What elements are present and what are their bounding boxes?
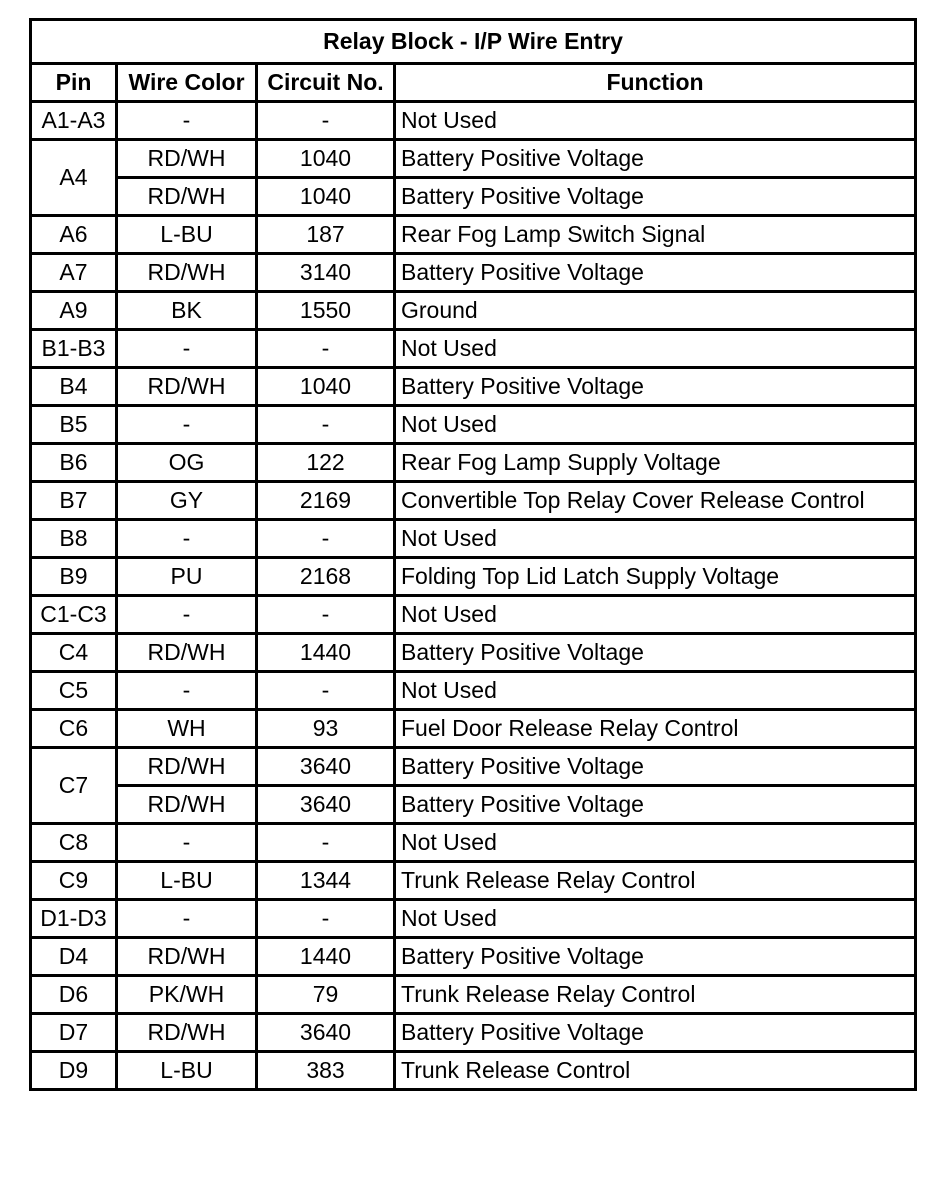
wire-color-cell: L-BU xyxy=(117,862,257,900)
function-cell: Battery Positive Voltage xyxy=(395,368,916,406)
header-circuit-no: Circuit No. xyxy=(257,64,395,102)
table-row xyxy=(31,292,916,330)
header-pin: Pin xyxy=(31,64,117,102)
wire-color-cell: - xyxy=(117,406,257,444)
wire-color-cell: - xyxy=(117,102,257,140)
header-function: Function xyxy=(395,64,916,102)
pin-cell: A7 xyxy=(31,254,117,292)
function-cell: Not Used xyxy=(395,900,916,938)
table-row xyxy=(31,368,916,406)
circuit-no-cell: - xyxy=(257,900,395,938)
wire-color-cell: RD/WH xyxy=(117,140,257,178)
circuit-no-cell: - xyxy=(257,406,395,444)
circuit-no-cell: - xyxy=(257,824,395,862)
header-row xyxy=(31,64,916,102)
circuit-no-cell: - xyxy=(257,672,395,710)
table-row xyxy=(31,634,916,672)
pin-cell: B7 xyxy=(31,482,117,520)
wire-color-cell: RD/WH xyxy=(117,938,257,976)
table-row xyxy=(31,748,916,786)
circuit-no-cell: 2168 xyxy=(257,558,395,596)
pin-cell: C6 xyxy=(31,710,117,748)
pin-cell: D7 xyxy=(31,1014,117,1052)
table-row xyxy=(31,216,916,254)
circuit-no-cell: 3640 xyxy=(257,1014,395,1052)
circuit-no-cell: 2169 xyxy=(257,482,395,520)
function-cell: Folding Top Lid Latch Supply Voltage xyxy=(395,558,916,596)
function-cell: Battery Positive Voltage xyxy=(395,786,916,824)
wire-color-cell: - xyxy=(117,672,257,710)
title-row xyxy=(31,20,916,64)
table-row xyxy=(31,824,916,862)
table-row xyxy=(31,558,916,596)
wire-color-cell: RD/WH xyxy=(117,748,257,786)
wire-color-cell: GY xyxy=(117,482,257,520)
pin-cell: A6 xyxy=(31,216,117,254)
function-cell: Battery Positive Voltage xyxy=(395,254,916,292)
circuit-no-cell: 1440 xyxy=(257,938,395,976)
table-row xyxy=(31,1014,916,1052)
function-cell: Not Used xyxy=(395,406,916,444)
circuit-no-cell: 122 xyxy=(257,444,395,482)
circuit-no-cell: 1040 xyxy=(257,368,395,406)
function-cell: Fuel Door Release Relay Control xyxy=(395,710,916,748)
pin-cell: C9 xyxy=(31,862,117,900)
function-cell: Not Used xyxy=(395,672,916,710)
table-row xyxy=(31,102,916,140)
table-row xyxy=(31,406,916,444)
function-cell: Battery Positive Voltage xyxy=(395,178,916,216)
circuit-no-cell: 1040 xyxy=(257,178,395,216)
wire-color-cell: RD/WH xyxy=(117,634,257,672)
table-row xyxy=(31,786,916,824)
pin-cell: B6 xyxy=(31,444,117,482)
wire-color-cell: L-BU xyxy=(117,216,257,254)
wire-color-cell: PU xyxy=(117,558,257,596)
function-cell: Not Used xyxy=(395,102,916,140)
function-cell: Battery Positive Voltage xyxy=(395,748,916,786)
circuit-no-cell: 1550 xyxy=(257,292,395,330)
circuit-no-cell: 93 xyxy=(257,710,395,748)
wire-color-cell: - xyxy=(117,520,257,558)
function-cell: Not Used xyxy=(395,520,916,558)
table-row xyxy=(31,900,916,938)
table-row xyxy=(31,862,916,900)
pin-cell: C5 xyxy=(31,672,117,710)
wire-color-cell: OG xyxy=(117,444,257,482)
function-cell: Battery Positive Voltage xyxy=(395,140,916,178)
function-cell: Trunk Release Relay Control xyxy=(395,976,916,1014)
table-row xyxy=(31,482,916,520)
circuit-no-cell: 187 xyxy=(257,216,395,254)
relay-block-table-container xyxy=(29,18,914,1091)
wire-color-cell: - xyxy=(117,596,257,634)
wire-color-cell: L-BU xyxy=(117,1052,257,1090)
circuit-no-cell: - xyxy=(257,330,395,368)
pin-cell: A9 xyxy=(31,292,117,330)
pin-cell: B5 xyxy=(31,406,117,444)
pin-cell: C4 xyxy=(31,634,117,672)
table-row xyxy=(31,938,916,976)
circuit-no-cell: 3140 xyxy=(257,254,395,292)
pin-cell: B8 xyxy=(31,520,117,558)
circuit-no-cell: 3640 xyxy=(257,748,395,786)
function-cell: Trunk Release Relay Control xyxy=(395,862,916,900)
pin-cell: B4 xyxy=(31,368,117,406)
function-cell: Rear Fog Lamp Switch Signal xyxy=(395,216,916,254)
function-cell: Convertible Top Relay Cover Release Control xyxy=(395,482,916,520)
circuit-no-cell: - xyxy=(257,102,395,140)
circuit-no-cell: 383 xyxy=(257,1052,395,1090)
circuit-no-cell: - xyxy=(257,596,395,634)
wire-color-cell: WH xyxy=(117,710,257,748)
wire-color-cell: RD/WH xyxy=(117,178,257,216)
pin-cell: D6 xyxy=(31,976,117,1014)
circuit-no-cell: 1344 xyxy=(257,862,395,900)
header-wire-color: Wire Color xyxy=(117,64,257,102)
function-cell: Battery Positive Voltage xyxy=(395,634,916,672)
table-row xyxy=(31,596,916,634)
pin-cell: C7 xyxy=(31,748,117,824)
function-cell: Rear Fog Lamp Supply Voltage xyxy=(395,444,916,482)
table-row xyxy=(31,672,916,710)
wire-color-cell: RD/WH xyxy=(117,368,257,406)
table-row xyxy=(31,1052,916,1090)
circuit-no-cell: 79 xyxy=(257,976,395,1014)
pin-cell: D9 xyxy=(31,1052,117,1090)
table-row xyxy=(31,710,916,748)
function-cell: Battery Positive Voltage xyxy=(395,938,916,976)
table-row xyxy=(31,444,916,482)
table-row xyxy=(31,330,916,368)
wire-color-cell: RD/WH xyxy=(117,786,257,824)
pin-cell: B9 xyxy=(31,558,117,596)
wire-color-cell: BK xyxy=(117,292,257,330)
pin-cell: C8 xyxy=(31,824,117,862)
pin-cell: A1-A3 xyxy=(31,102,117,140)
table-row xyxy=(31,520,916,558)
function-cell: Ground xyxy=(395,292,916,330)
pin-cell: D1-D3 xyxy=(31,900,117,938)
wire-color-cell: - xyxy=(117,900,257,938)
table-row xyxy=(31,178,916,216)
wire-color-cell: RD/WH xyxy=(117,254,257,292)
function-cell: Not Used xyxy=(395,824,916,862)
wire-color-cell: - xyxy=(117,824,257,862)
pin-cell: C1-C3 xyxy=(31,596,117,634)
pin-cell: D4 xyxy=(31,938,117,976)
function-cell: Trunk Release Control xyxy=(395,1052,916,1090)
table-row xyxy=(31,140,916,178)
circuit-no-cell: 1440 xyxy=(257,634,395,672)
wire-color-cell: PK/WH xyxy=(117,976,257,1014)
circuit-no-cell: 3640 xyxy=(257,786,395,824)
wire-color-cell: RD/WH xyxy=(117,1014,257,1052)
table-row xyxy=(31,976,916,1014)
table-row xyxy=(31,254,916,292)
pin-cell: A4 xyxy=(31,140,117,216)
circuit-no-cell: - xyxy=(257,520,395,558)
function-cell: Not Used xyxy=(395,330,916,368)
circuit-no-cell: 1040 xyxy=(257,140,395,178)
relay-block-table xyxy=(29,18,917,1091)
table-body xyxy=(31,102,916,1090)
pin-cell: B1-B3 xyxy=(31,330,117,368)
function-cell: Not Used xyxy=(395,596,916,634)
function-cell: Battery Positive Voltage xyxy=(395,1014,916,1052)
table-title: Relay Block - I/P Wire Entry xyxy=(31,20,916,64)
wire-color-cell: - xyxy=(117,330,257,368)
